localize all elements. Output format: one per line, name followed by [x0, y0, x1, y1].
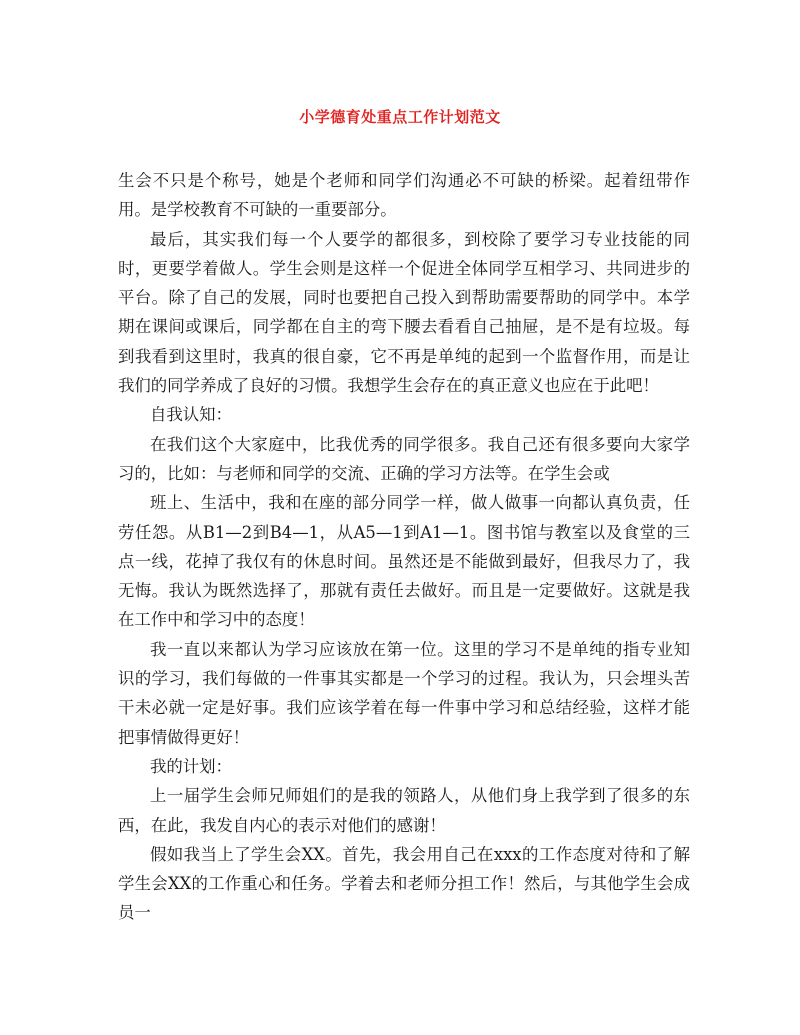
paragraph: 假如我当上了学生会XX。首先，我会用自己在xxx的工作态度对待和了解学生会XX的工作重心和任务。学着去和老师分担工作！然后，与其他学生会成员一 — [118, 844, 690, 923]
section-heading: 自我认知： — [150, 405, 232, 425]
paragraph: 最后，其实我们每一个人要学的都很多，到校除了要学习专业技能的同时，更要学着做人。学生会则是这样一个促进全体同学互相学习、共同进步的平台。除了自己的发展，同时也要把自己投入到帮助需要帮助的同学中。本学期在课间或课后，同学都在自主的弯下腰去看看自己抽屉，是不是有垃圾。每到我看到这里时，我真的很自豪，它不再是单纯的起到一个监督作用，而是让我们的同学养成了良好的习惯。我想学生会存在的真正意义也应在于此吧！ — [118, 229, 690, 396]
paragraph: 上一届学生会师兄师姐们的是我的领路人，从他们身上我学到了很多的东西，在此，我发自内心的表示对他们的感谢！ — [118, 786, 690, 835]
paragraph: 生会不只是个称号，她是个老师和同学们沟通必不可缺的桥梁。起着纽带作用。是学校教育不可缺的一重要部分。 — [118, 171, 690, 220]
paragraph: 我一直以来都认为学习应该放在第一位。这里的学习不是单纯的指专业知识的学习，我们每做的一件事其实都是一个学习的过程。我认为，只会埋头苦干未必就一定是好事。我们应该学着在每一件事中学习和总结经验，这样才能把事情做得更好！ — [118, 639, 690, 747]
document-body — [118, 166, 690, 928]
paragraph: 班上、生活中，我和在座的部分同学一样，做人做事一向都认真负责，任劳任怨。从B1—2到B4—1，从A5—1到A1—1。图书馆与教室以及食堂的三点一线，花掉了我仅有的休息时间。虽然还是不能做到最好，但我尽力了，我无悔。我认为既然选择了，那就有责任去做好。而且是一定要做好。这就是我在工作中和学习中的态度！ — [118, 493, 690, 630]
paragraph: 在我们这个大家庭中，比我优秀的同学很多。我自己还有很多要向大家学习的，比如：与老师和同学的交流、正确的学习方法等。在学生会或 — [118, 434, 690, 483]
section-heading: 我的计划： — [150, 756, 232, 776]
document-title: 小学德育处重点工作计划范文 — [299, 108, 501, 126]
